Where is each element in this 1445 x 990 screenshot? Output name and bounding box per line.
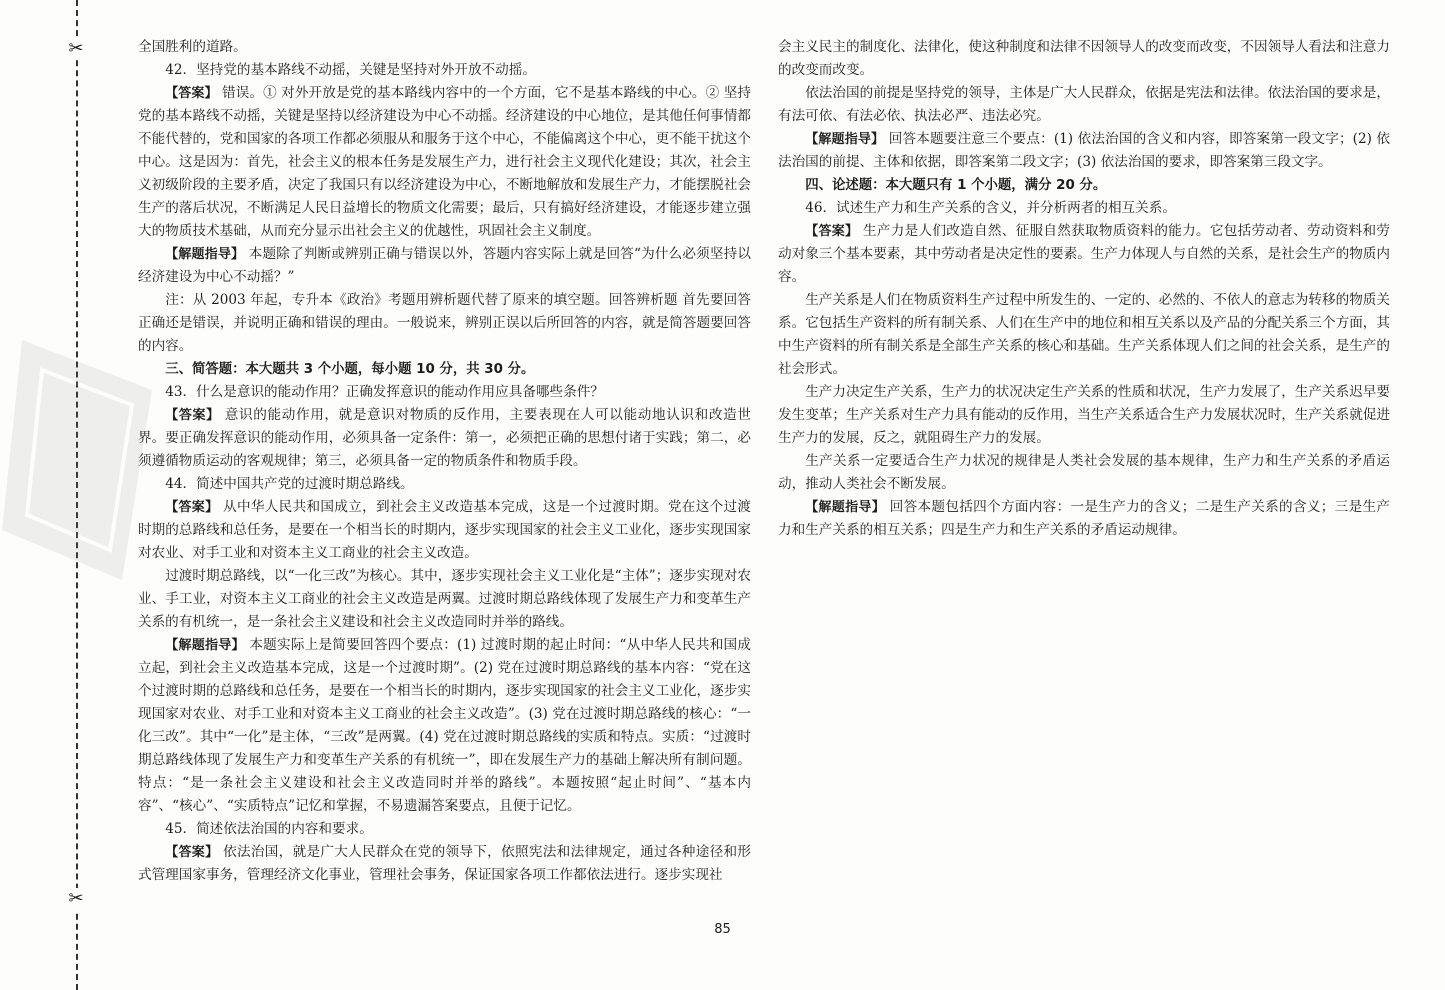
paragraph-text: 生产关系是人们在物质资料生产过程中所发生的、一定的、必然的、不依人的意志为转移的物质关系。它包括生产资料的所有制关系、人们在生产中的地位和相互关系以及产品的分配关系三个方面，其中生产资料的所有制关系是全部生产关系的核心和基础。生产关系体现人们之间的社会关系，是生产的社会形式。 — [778, 292, 1390, 377]
answer-label: 【答案】 — [165, 845, 219, 860]
answer-label: 【答案】 — [805, 224, 859, 239]
paragraph-text: 错误。① 对外开放是党的基本路线内容中的一个方面，它不是基本路线的中心。② 坚持党的基本路线不动摇，关键是坚持以经济建设为中心不动摇。经济建设的中心地位，是其他任何事情都不能代替的，党和国家的各项工作都必须服从和服务于这个中心，不能偏离这个中心，更不能干扰这个中心。这是因为：首先，社会主义的根本任务是发展生产力，进行社会主义现代化建设；其次，社会主义初级阶段的主要矛盾，决定了我国只有以经济建设为中心，不断地解放和发展生产力，才能摆脱社会生产的落后状况，不断满足人民日益增长的物质文化需要；最后，只有搞好经济建设，才能逐步建立强大的物质技术基础，从而充分显示出社会主义的优越性，巩固社会主义制度。 — [138, 85, 751, 239]
paragraph — [138, 289, 751, 358]
heading-text: 四、论述题：本大题只有 1 个小题，满分 20 分。 — [805, 178, 1107, 193]
paragraph-text: 依法治国，就是广大人民群众在党的领导下，依照宪法和法律规定，通过各种途径和形式管理国家事务，管理经济文化事业，管理社会事务，保证国家各项工作都依法进行。逐步实现社 — [138, 844, 751, 883]
right-column — [778, 36, 1390, 542]
answer-paragraph — [138, 82, 751, 243]
paragraph-text: 注：从 2003 年起，专升本《政治》考题用辨析题代替了原来的填空题。回答辨析题 首先要回答正确还是错误，并说明正确和错误的理由。一般说来，辨别正误以后所回答的内容，就是简答题要回答的内容。 — [138, 292, 751, 354]
paragraph — [138, 381, 751, 404]
answer-paragraph — [778, 496, 1390, 542]
answer-paragraph — [778, 220, 1390, 289]
scissors-icon: ✂ — [66, 38, 86, 60]
paragraph — [778, 381, 1390, 450]
section-heading — [778, 174, 1390, 197]
answer-label: 【答案】 — [165, 408, 220, 423]
page-number: 85 — [714, 922, 731, 937]
answer-label: 【解题指导】 — [165, 247, 245, 262]
paragraph-text: 46．试述生产力和生产关系的含义，并分析两者的相互关系。 — [805, 200, 1176, 216]
paragraph-text: 全国胜利的道路。 — [138, 39, 247, 55]
paragraph-text: 43．什么是意识的能动作用？正确发挥意识的能动作用应具备哪些条件？ — [165, 384, 604, 400]
paragraph-text: 生产关系一定要适合生产力状况的规律是人类社会发展的基本规律，生产力和生产关系的矛盾运动，推动人类社会不断发展。 — [778, 453, 1390, 492]
answer-paragraph — [138, 634, 751, 818]
paragraph-text: 45．简述依法治国的内容和要求。 — [165, 821, 373, 837]
paragraph-text: 生产力是人们改造自然、征服自然获取物质资料的能力。它包括劳动者、劳动资料和劳动对象三个基本要素，其中劳动者是决定性的要素。生产力体现人与自然的关系，是社会生产的物质内容。 — [778, 223, 1390, 285]
answer-paragraph — [138, 841, 751, 887]
paragraph-text: 回答本题包括四个方面内容：一是生产力的含义；二是生产关系的含义；三是生产力和生产关系的相互关系；四是生产力和生产关系的矛盾运动规律。 — [778, 499, 1390, 538]
paragraph-text: 会主义民主的制度化、法律化，使这种制度和法律不因领导人的改变而改变，不因领导人看法和注意力的改变而改变。 — [778, 39, 1390, 78]
paragraph-text: 意识的能动作用，就是意识对物质的反作用，主要表现在人可以能动地认识和改造世界。要正确发挥意识的能动作用，必须具备一定条件：第一，必须把正确的思想付诸于实践；第二，必须遵循物质运动的客观规律；第三，必须具备一定的物质条件和物质手段。 — [138, 407, 751, 469]
answer-paragraph — [138, 496, 751, 565]
answer-label: 【解题指导】 — [805, 132, 885, 147]
paragraph-text: 42．坚持党的基本路线不动摇，关键是坚持对外开放不动摇。 — [165, 62, 536, 78]
paragraph-text: 生产力决定生产关系，生产力的状况决定生产关系的性质和状况，生产力发展了，生产关系迟早要发生变革；生产关系对生产力具有能动的反作用，当生产关系适合生产力发展状况时，生产关系就促进生产力的发展，反之，就阻碍生产力的发展。 — [778, 384, 1390, 446]
scissors-icon: ✂ — [66, 888, 86, 910]
section-heading — [138, 358, 751, 381]
heading-text: 三、简答题：本大题共 3 个小题，每小题 10 分，共 30 分。 — [165, 362, 535, 377]
answer-label: 【解题指导】 — [165, 638, 245, 653]
paragraph-text: 本题实际上是简要回答四个要点：(1) 过渡时期的起止时间：“从中华人民共和国成立起，到社会主义改造基本完成，这是一个过渡时期”。(2) 党在过渡时期总路线的基本内容：“党在这个过渡时期的总路线和总任务，是要在一个相当长的时期内，逐步实现国家的社会主义工业化，逐步实现国家对农业、对手工业和对资本主义工商业的社会主义改造”。(3) 党在过渡时期总路线的核心：“一化三改”。其中“一化”是主体，“三改”是两翼。(4) 党在过渡时期总路线的实质和特点。实质：“过渡时期总路线体现了发展生产力和变革生产关系的有机统一”，即在发展生产力的基础上解决所有制问题。特点：“是一条社会主义建设和社会主义改造同时并举的路线”。本题按照“起止时间”、“基本内容”、“核心”、“实质特点”记忆和掌握，不易遗漏答案要点，且便于记忆。 — [138, 637, 751, 814]
paragraph — [138, 473, 751, 496]
paragraph — [778, 82, 1390, 128]
paragraph-text: 依法治国的前提是坚持党的领导，主体是广大人民群众，依据是宪法和法律。依法治国的要求是，有法可依、有法必依、执法必严、违法必究。 — [778, 85, 1390, 124]
paragraph-text: 从中华人民共和国成立，到社会主义改造基本完成，这是一个过渡时期。党在这个过渡时期的总路线和总任务，是要在一个相当长的时期内，逐步实现国家的社会主义工业化，逐步实现国家对农业、对手工业和对资本主义工商业的社会主义改造。 — [138, 499, 751, 561]
paragraph — [778, 197, 1390, 220]
paragraph-text: 回答本题要注意三个要点：(1) 依法治国的含义和内容，即答案第一段文字；(2) 依法治国的前提、主体和依据，即答案第二段文字；(3) 依法治国的要求，即答案第三段文字。 — [778, 131, 1390, 170]
paragraph — [778, 289, 1390, 381]
paragraph-text: 44．简述中国共产党的过渡时期总路线。 — [165, 476, 414, 492]
answer-label: 【答案】 — [165, 500, 219, 515]
answer-paragraph — [778, 128, 1390, 174]
answer-paragraph — [138, 243, 751, 289]
cut-line — [76, 0, 78, 990]
paragraph — [138, 59, 751, 82]
paragraph-text: 过渡时期总路线，以“一化三改”为核心。其中，逐步实现社会主义工业化是“主体”；逐步实现对农业、手工业，对资本主义工商业的社会主义改造是两翼。过渡时期总路线体现了发展生产力和变革生产关系的有机统一，是一条社会主义建设和社会主义改造同时并举的路线。 — [138, 568, 751, 630]
paragraph-text: 本题除了判断或辨别正确与错误以外，答题内容实际上就是回答“为什么必须坚持以经济建设为中心不动摇？” — [138, 246, 751, 285]
paragraph — [778, 36, 1390, 82]
paragraph — [778, 450, 1390, 496]
left-column — [138, 36, 751, 887]
answer-label: 【解题指导】 — [805, 500, 886, 515]
paragraph — [138, 565, 751, 634]
paragraph — [138, 36, 751, 59]
answer-label: 【答案】 — [165, 86, 218, 101]
answer-paragraph — [138, 404, 751, 473]
paragraph — [138, 818, 751, 841]
